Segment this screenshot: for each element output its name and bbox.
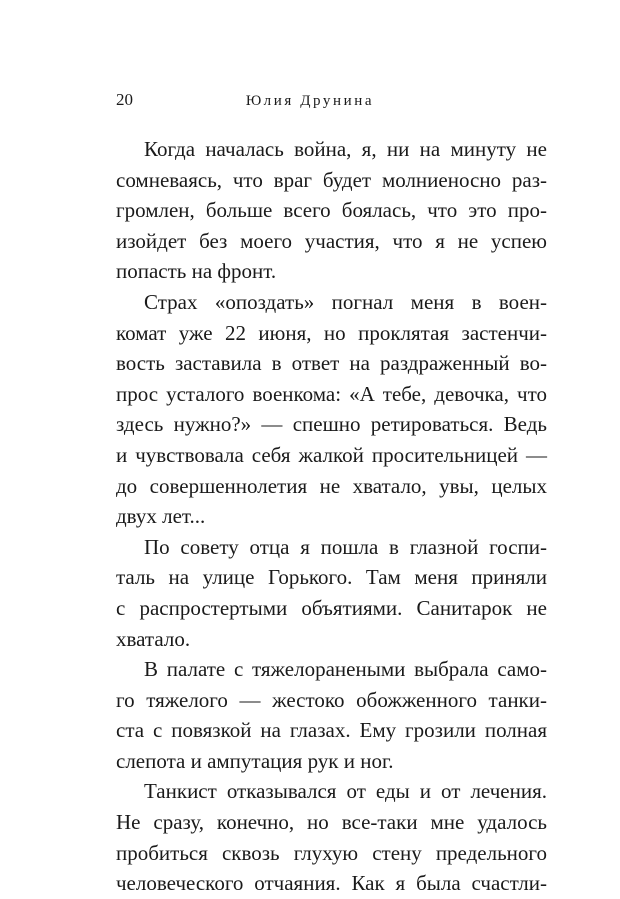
text-line: Когда началась война, я, ни на минуту не: [144, 137, 547, 161]
text-line: хватало.: [116, 626, 191, 651]
text-line: здесь нужно?» — спешно ретироваться. Ведь: [116, 412, 547, 437]
text-line: сомневаясь, что враг будет молниеносно раз-: [116, 167, 547, 192]
page-number: 20: [116, 90, 133, 109]
text-line: комат уже 22 июня, но проклятая застенчи-: [116, 320, 547, 345]
text-line: громлен, больше всего боялась, что это про-: [116, 198, 547, 223]
text-line: пробиться сквозь глухую стену предельного: [116, 840, 547, 865]
text-line: ста с повязкой на глазах. Ему грозили полная: [116, 718, 547, 743]
text-line: слепота и ампутация рук и ног.: [116, 748, 394, 773]
text-line: попасть на фронт.: [116, 259, 277, 284]
text-line: Танкист отказывался от еды и от лечения.: [144, 779, 547, 804]
text-line: двух лет...: [116, 504, 206, 529]
body-text: [116, 134, 547, 899]
text-line: прос усталого военкома: «А тебе, девочка, что: [116, 381, 547, 406]
text-line: вость заставила в ответ на раздраженный во-: [116, 351, 547, 376]
text-line: изойдет без моего участия, что я не успею: [116, 228, 547, 253]
text-line: Не сразу, конечно, но все-таки мне удалось: [116, 810, 547, 835]
text-line: таль на улице Горького. Там меня приняли: [116, 565, 547, 590]
text-line: Страх «опоздать» погнал меня в воен-: [144, 289, 547, 314]
text-line: По совету отца я пошла в глазной госпи-: [144, 534, 547, 559]
text-line: с распростертыми объятиями. Санитарок не: [116, 595, 547, 620]
running-head-author: Юлия Друнина: [245, 93, 375, 109]
text-line: и чувствовала себя жалкой просительницей —: [116, 442, 547, 467]
text-line: до совершеннолетия не хватало, увы, целых: [116, 473, 547, 498]
text-line: го тяжелого — жестоко обожженного танки-: [116, 687, 547, 712]
text-line: человеческого отчаяния. Как я была счастли-: [116, 871, 547, 896]
text-line: В палате с тяжелоранеными выбрала само-: [144, 657, 547, 682]
